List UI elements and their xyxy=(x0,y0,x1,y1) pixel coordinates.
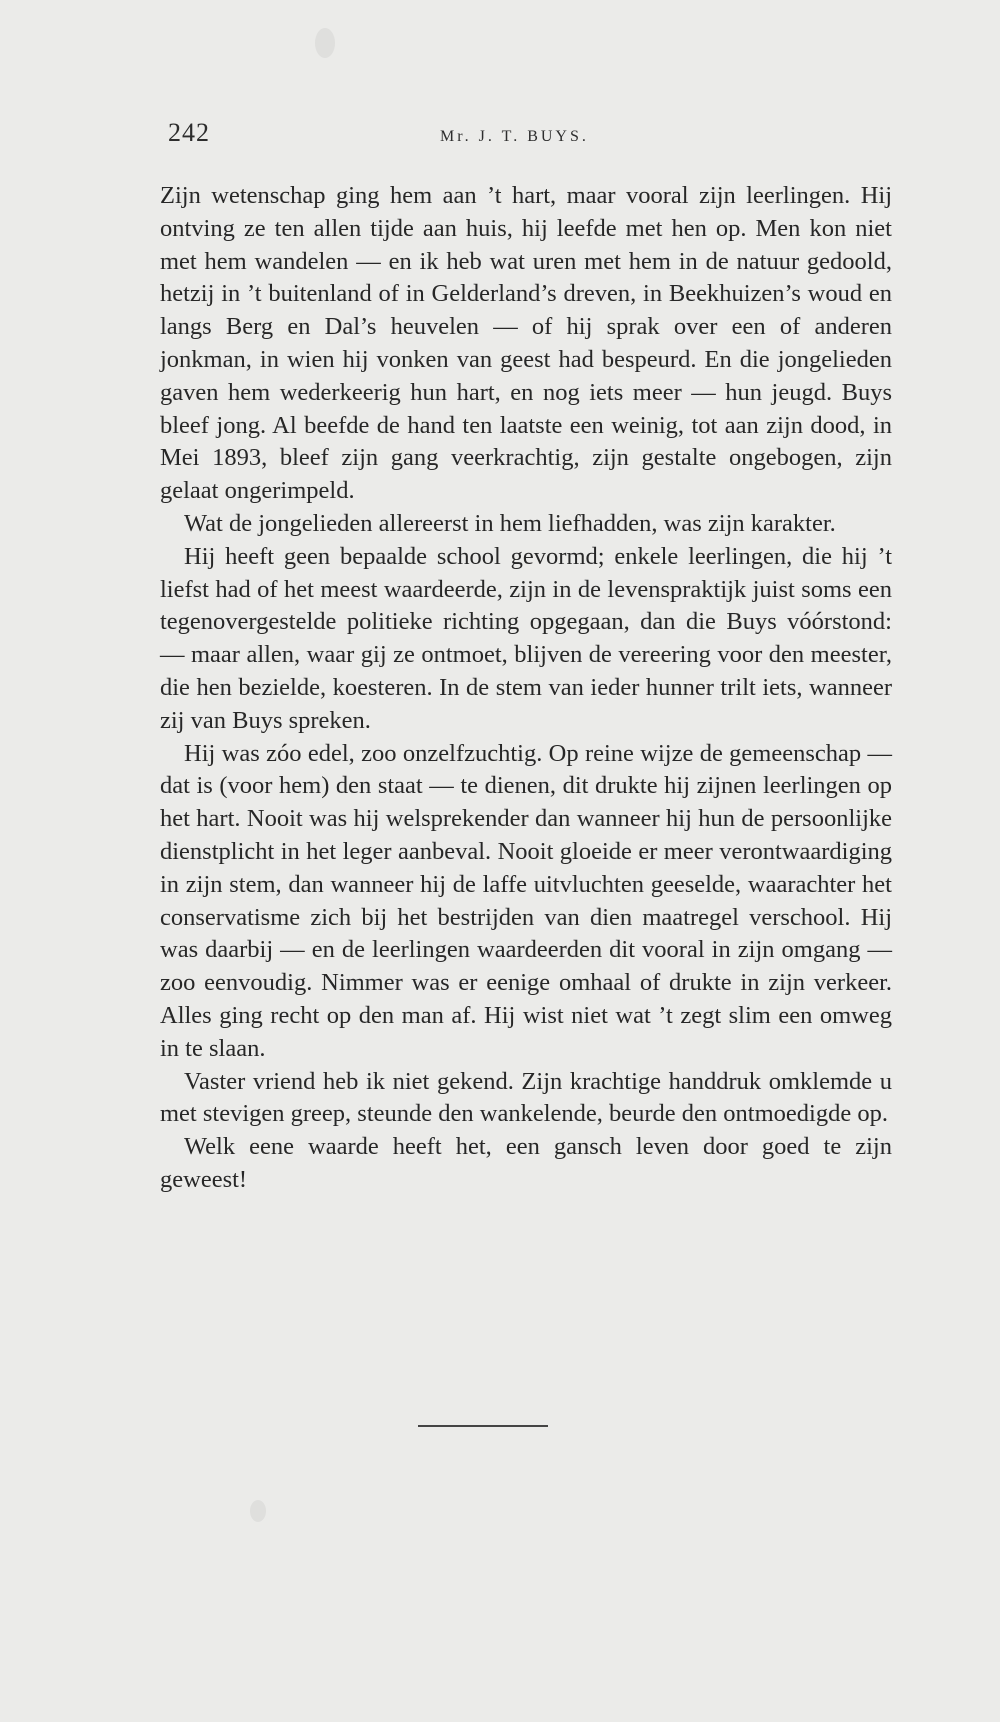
paragraph: Hij heeft geen bepaalde school gevormd; enkele leerlingen, die hij ’t liefst had of het meest waardeerde, zijn in de levenspraktijk juist soms een tegenovergestelde politieke richting opgegaan, dan die Buys vóórstond: — maar allen, waar gij ze ontmoet, blijven de vereering voor den meester, die hen bezielde, koesteren. In de stem van ieder hunner trilt iets, wanneer zij van Buys spreken. xyxy=(160,542,892,734)
paper-blemish xyxy=(315,28,335,58)
page-number: 242 xyxy=(168,118,210,147)
running-head xyxy=(168,118,888,158)
paragraph: Wat de jongelieden allereerst in hem liefhadden, was zijn karakter. xyxy=(184,509,836,537)
paragraph: Zijn wetenschap ging hem aan ’t hart, maar vooral zijn leerlingen. Hij ontving ze ten allen tijde aan huis, hij leefde met hen op. Men kon niet met hem wandelen — en ik heb wat uren met hem in de natuur gedoold, hetzij in ’t buitenland of in Gelderland’s dreven, in Beekhuizen’s woud en langs Berg en Dal’s heuvelen — of hij sprak over een of anderen jonkman, in wien hij vonken van geest had bespeurd. En die jongelieden gaven hem wederkeerig hun hart, en nog iets meer — hun jeugd. Buys bleef jong. Al beefde de hand ten laatste een weinig, tot aan zijn dood, in Mei 1893, bleef zijn gang veerkrachtig, zijn gestalte ongebogen, zijn gelaat ongerimpeld. xyxy=(160,182,892,505)
body-text xyxy=(160,180,892,1197)
running-title: Mr. J. T. BUYS. xyxy=(440,128,589,145)
paragraph: Vaster vriend heb ik niet gekend. Zijn krachtige handdruk omklemde u met stevigen greep, steunde den wankelende, beurde den ontmoedigde op. xyxy=(160,1067,892,1128)
section-end-rule xyxy=(418,1425,548,1427)
paragraph: Hij was zóo edel, zoo onzelfzuchtig. Op reine wijze de gemeenschap — dat is (voor hem) den staat — te dienen, dit drukte hij zijnen leerlingen op het hart. Nooit was hij welsprekender dan wanneer hij hun de persoonlijke dienstplicht in het leger aanbeval. Nooit gloeide er meer verontwaardiging in zijn stem, dan wanneer hij de laffe uitvluchten geeselde, waarachter het conservatisme zich bij het bestrijden van dien maatregel verschool. Hij was daarbij — en de leerlingen waardeerden dit vooral in zijn omgang — zoo eenvoudig. Nimmer was er eenige omhaal of drukte in zijn verkeer. Alles ging recht op den man af. Hij wist niet wat ’t zegt slim een omweg in te slaan. xyxy=(160,739,892,1062)
paragraph: Welk eene waarde heeft het, een gansch leven door goed te zijn geweest! xyxy=(160,1133,892,1193)
paper-blemish xyxy=(250,1500,266,1522)
